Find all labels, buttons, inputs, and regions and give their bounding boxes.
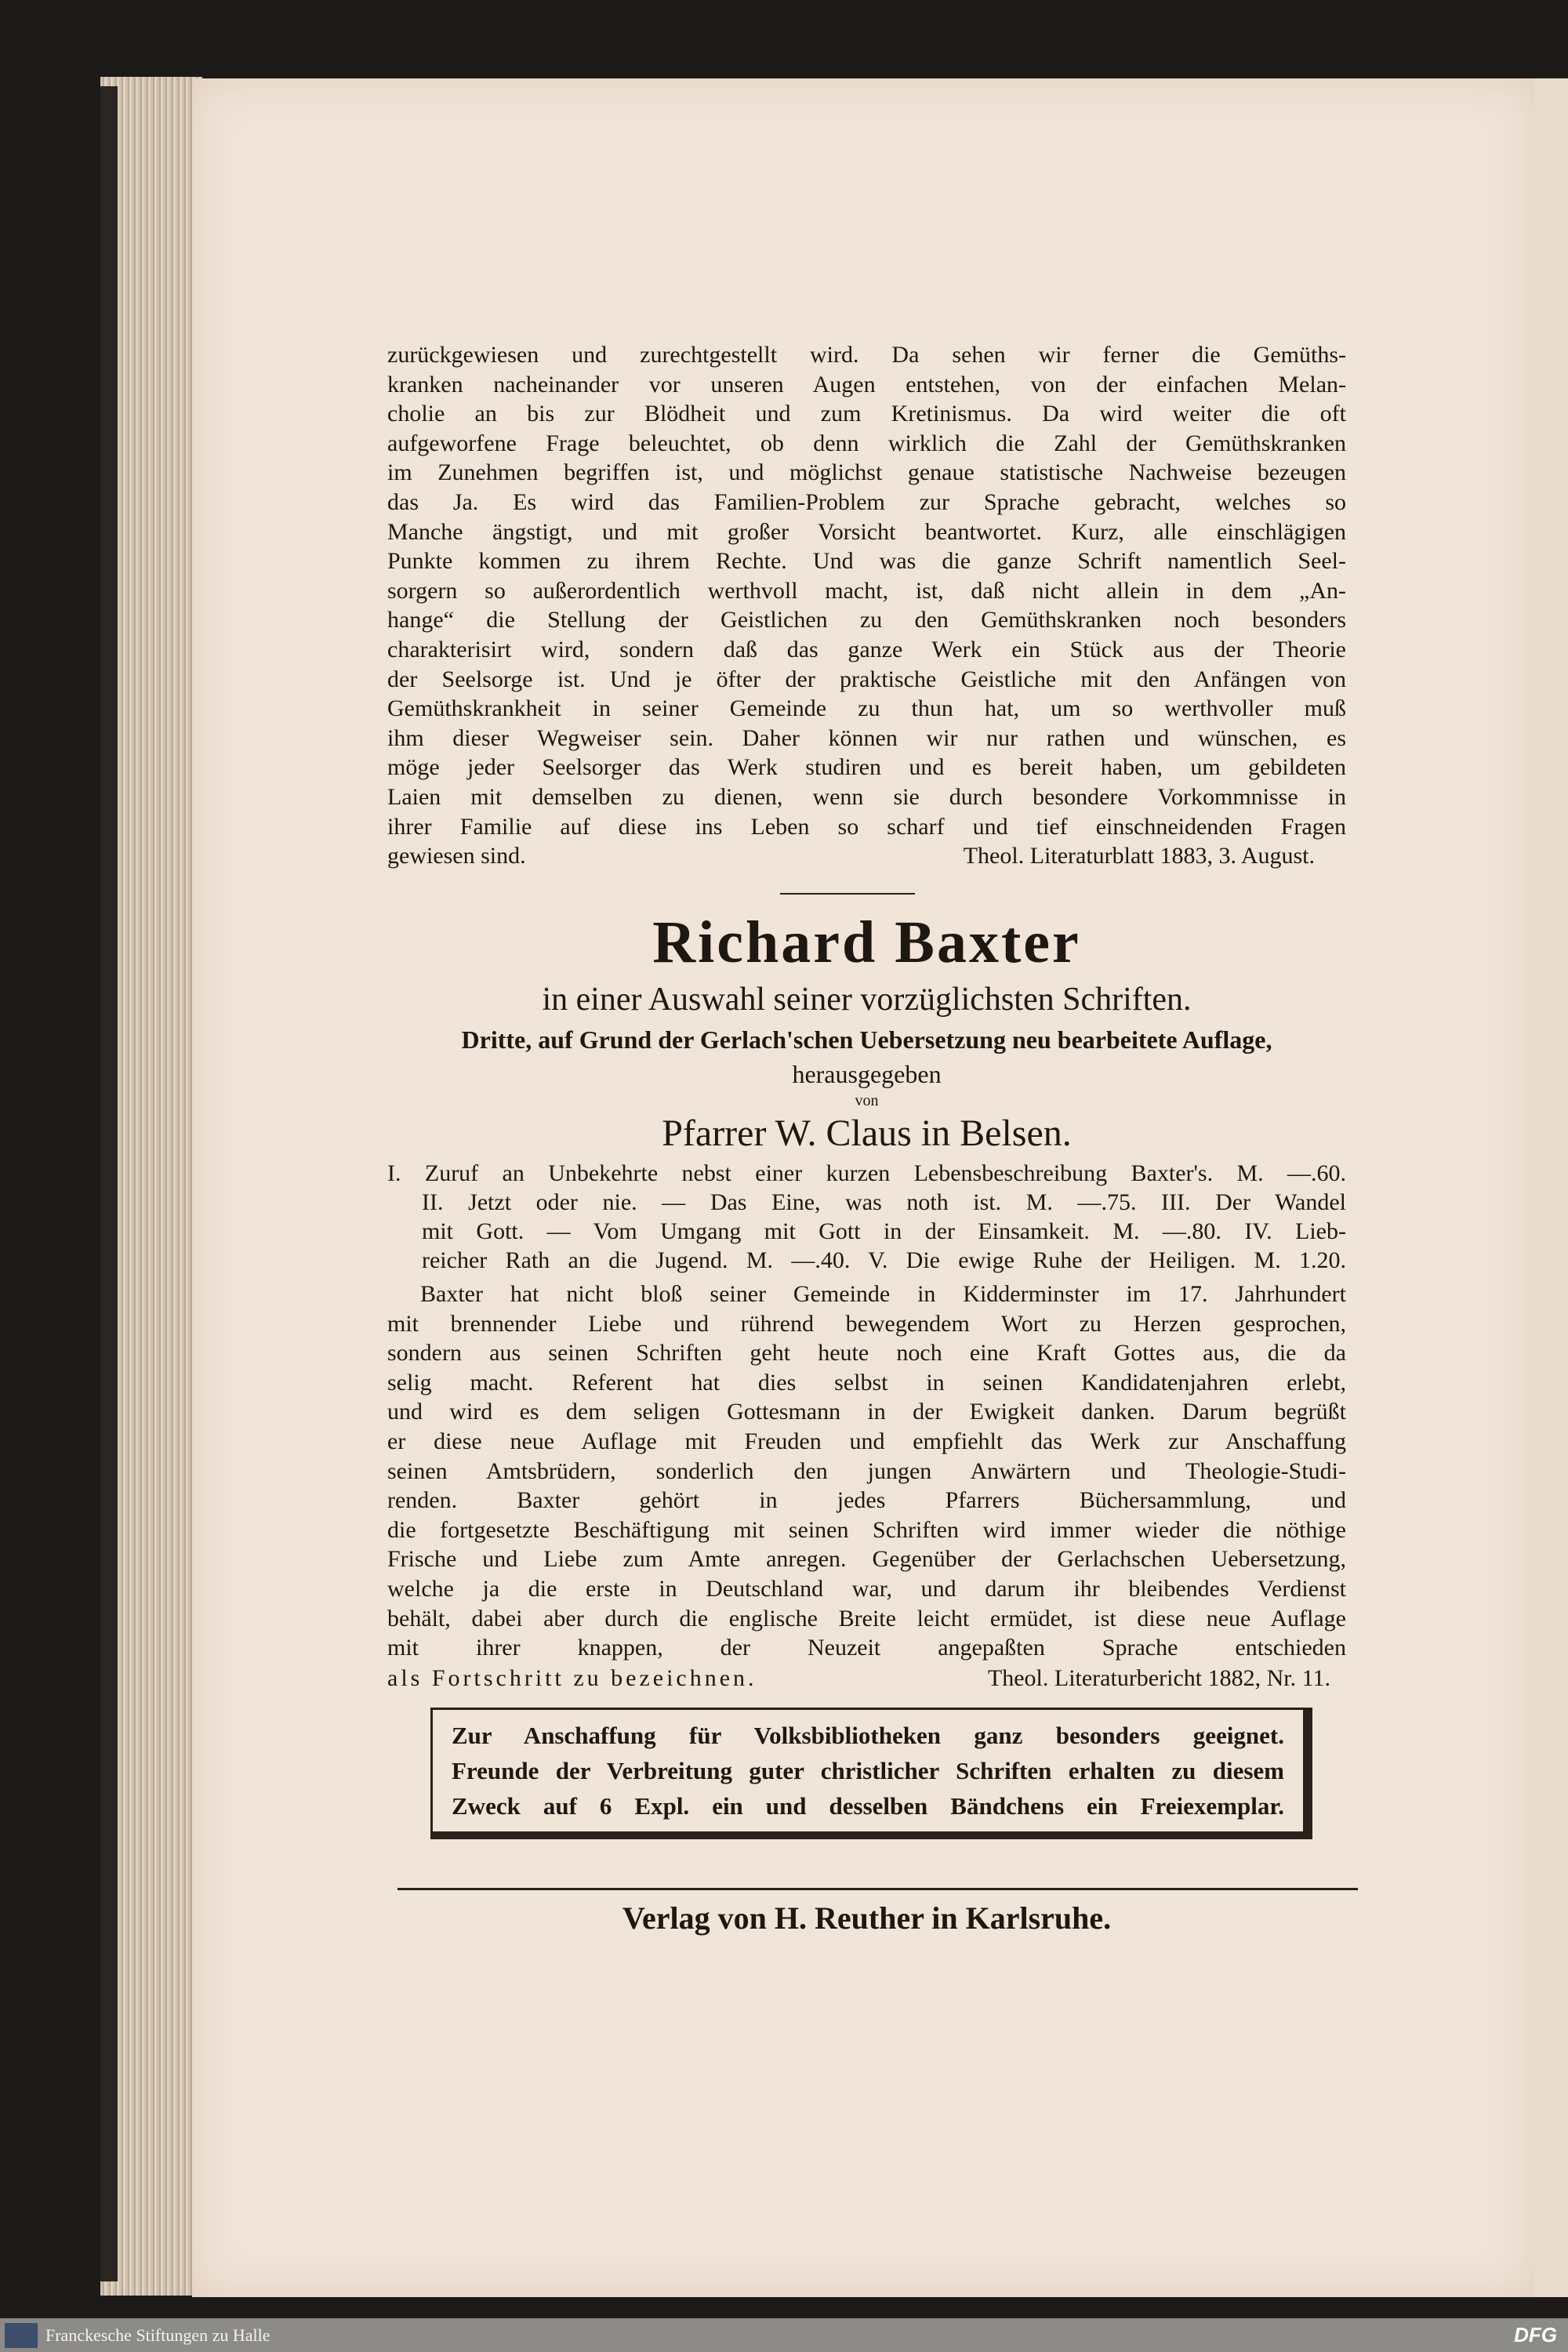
notice-line: Zweck auf 6 Expl. ein und desselben Bändchens ein Freiexemplar. — [452, 1792, 1284, 1820]
text-line: mit brennender Liebe und rührend bewegendem Wort zu Herzen gesprochen, — [387, 1310, 1346, 1337]
funder-logo: DFG — [1514, 2323, 1557, 2347]
text-line: Punkte kommen zu ihrem Rechte. Und was die ganze Schrift namentlich Seel- — [387, 548, 1346, 575]
institution-name: Franckesche Stiftungen zu Halle — [45, 2325, 270, 2345]
section-divider — [780, 893, 915, 895]
volume-entry: I. Zuruf an Unbekehrte nebst einer kurzen Lebensbeschreibung Baxter's. M. —.60. — [387, 1160, 1346, 1186]
text-line: mit ihrer knappen, der Neuzeit angepaßten Sprache entschieden — [387, 1635, 1346, 1661]
text-line: die fortgesetzte Beschäftigung mit seinen Schriften wird immer wieder die nöthige — [387, 1516, 1346, 1543]
text-line: möge jeder Seelsorger das Werk studiren und es bereit haben, um gebildeten — [387, 754, 1346, 781]
text-line: und wird es dem seligen Gottesmann in der Ewigkeit danken. Darum begrüßt — [387, 1399, 1346, 1425]
book-subtitle: in einer Auswahl seiner vorzüglichsten Schriften. — [542, 982, 1192, 1018]
review-1-citation: Theol. Literaturblatt 1883, 3. August. — [963, 843, 1315, 869]
book-spine-shadow — [100, 86, 118, 2281]
text-line: im Zunehmen begriffen ist, und möglichst genaue statistische Nachweise bezeugen — [387, 459, 1346, 486]
text-line: zurückgewiesen und zurechtgestellt wird. Da sehen wir ferner die Gemüths- — [387, 342, 1346, 368]
editor-label: herausgegeben — [792, 1060, 942, 1088]
text-line: aufgeworfene Frage beleuchtet, ob denn wirklich die Zahl der Gemüthskranken — [387, 430, 1346, 456]
text-line: welche ja die erste in Deutschland war, und darum ihr bleibendes Verdienst — [387, 1575, 1346, 1602]
review-1-last-line: gewiesen sind. — [387, 843, 526, 869]
volume-entry: II. Jetzt oder nie. — Das Eine, was noth ist. M. —.75. III. Der Wandel — [422, 1189, 1346, 1215]
text-line: behält, dabei aber durch die englische Breite leicht ermüdet, ist diese neue Auflage — [387, 1605, 1346, 1632]
facing-page-edge — [1534, 78, 1568, 2297]
text-line: Laien mit demselben zu dienen, wenn sie durch besondere Vorkommnisse in — [387, 783, 1346, 810]
notice-box — [430, 1708, 1312, 1839]
volume-entry: reicher Rath an die Jugend. M. —.40. V. Die ewige Ruhe der Heiligen. M. 1.20. — [422, 1247, 1346, 1273]
text-line: selig macht. Referent hat dies selbst in seinen Kandidatenjahren erlebt, — [387, 1369, 1346, 1396]
text-line: charakterisirt wird, sondern daß das ganze Werk ein Stück aus der Theorie — [387, 636, 1346, 662]
text-line: renden. Baxter gehört in jedes Pfarrers Büchersammlung, und — [387, 1487, 1346, 1514]
review-1 — [387, 340, 1346, 841]
text-line: sondern aus seinen Schriften geht heute noch eine Kraft Gottes aus, die da — [387, 1340, 1346, 1367]
text-line: das Ja. Es wird das Familien-Problem zur Sprache gebracht, welches so — [387, 488, 1346, 515]
text-line: der Seelsorge ist. Und je öfter der praktische Geistliche mit den Anfängen von — [387, 666, 1346, 692]
text-line: ihrer Familie auf diese ins Leben so scharf und tief einschneidenden Fragen — [387, 813, 1346, 840]
text-line: er diese neue Auflage mit Freuden und empfiehlt das Werk zur Anschaffung — [387, 1428, 1346, 1454]
publisher-imprint: Verlag von H. Reuther in Karlsruhe. — [622, 1900, 1112, 1936]
text-line: Gemüthskrankheit in seiner Gemeinde zu thun hat, um so werthvoller muß — [387, 695, 1346, 722]
text-line: sorgern so außerordentlich werthvoll macht, ist, daß nicht allein in dem „An- — [387, 577, 1346, 604]
book-title: Richard Baxter — [652, 909, 1081, 975]
text-line: hange“ die Stellung der Geistlichen zu den Gemüthskranken noch besonders — [387, 607, 1346, 633]
text-line: Manche ängstigt, und mit großer Vorsicht beantwortet. Kurz, alle einschlägigen — [387, 518, 1346, 545]
publisher-divider — [397, 1888, 1358, 1890]
institution-logo-icon — [5, 2323, 38, 2348]
text-line: seinen Amtsbrüdern, sonderlich den jungen Anwärtern und Theologie-Studi- — [387, 1457, 1346, 1484]
text-line: ihm dieser Wegweiser sein. Daher können wir nur rathen und wünschen, es — [387, 724, 1346, 751]
text-line: kranken nacheinander vor unseren Augen entstehen, von der einfachen Melan- — [387, 371, 1346, 397]
notice-line: Freunde der Verbreitung guter christlicher Schriften erhalten zu diesem — [452, 1757, 1284, 1784]
review-2 — [387, 1279, 1346, 1663]
by-label: von — [855, 1092, 879, 1109]
review-2-last-line: als Fortschritt zu bezeichnen. — [387, 1665, 757, 1691]
viewer-footer — [0, 2318, 1568, 2352]
volume-list — [387, 1159, 1346, 1275]
book-editor: Pfarrer W. Claus in Belsen. — [662, 1112, 1072, 1154]
text-line: Frische und Liebe zum Amte anregen. Gegenüber der Gerlachschen Uebersetzung, — [387, 1546, 1346, 1573]
review-1-closing — [387, 841, 1346, 871]
notice-line: Zur Anschaffung für Volksbibliotheken ganz besonders geeignet. — [452, 1722, 1284, 1749]
volume-entry: mit Gott. — Vom Umgang mit Gott in der Einsamkeit. M. —.80. IV. Lieb- — [422, 1218, 1346, 1244]
review-2-closing — [387, 1664, 1346, 1693]
text-line: Baxter hat nicht bloß seiner Gemeinde in Kidderminster im 17. Jahrhundert — [420, 1281, 1346, 1307]
review-2-citation: Theol. Literaturbericht 1882, Nr. 11. — [987, 1665, 1330, 1691]
book-edition: Dritte, auf Grund der Gerlach'schen Uebersetzung neu bearbeitete Auflage, — [461, 1025, 1272, 1054]
text-line: cholie an bis zur Blödheit und zum Kretinismus. Da wird weiter die oft — [387, 401, 1346, 427]
